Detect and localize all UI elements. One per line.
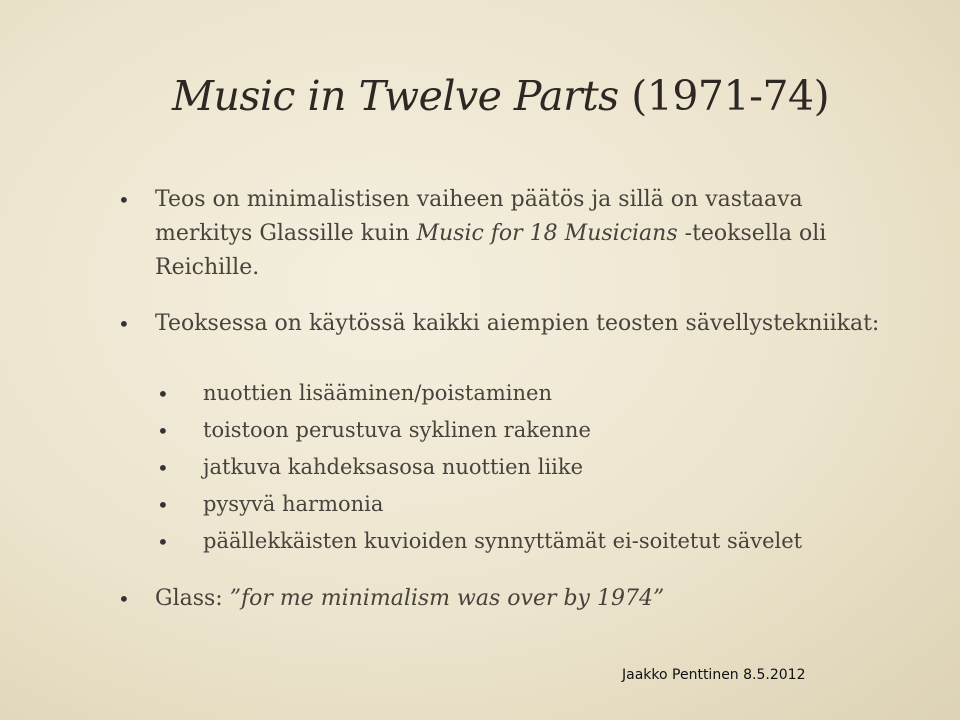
sub-bullet-dot: • — [157, 382, 169, 406]
sub-item-1: nuottien lisääminen/poistaminen — [203, 381, 552, 405]
bullet-3 — [155, 582, 885, 616]
sub-item-5: päällekkäisten kuvioiden synnyttämät ei-soitetut sävelet — [203, 529, 803, 553]
sub-bullet-dot: • — [157, 530, 169, 554]
title-years: (1971-74) — [631, 72, 830, 120]
sub-bullet-dot: • — [157, 493, 169, 517]
bullet-1-italic: Music for 18 Musicians — [416, 221, 678, 246]
bullet-1-pre: Teos on minimalistisen vaiheen päätös ja sillä on vastaava merkitys Glassille kuin — [155, 187, 803, 246]
bullet-1 — [155, 183, 885, 285]
sub-item-4: pysyvä harmonia — [203, 492, 384, 516]
sub-bullet-dot: • — [157, 456, 169, 480]
bullet-3-pre: Glass: — [155, 586, 230, 611]
bullet-1-post: -teoksella oli Reichille. — [155, 221, 827, 280]
slide-title — [172, 72, 932, 120]
title-italic: Music in Twelve Parts — [172, 72, 619, 120]
sub-item-2: toistoon perustuva syklinen rakenne — [203, 418, 591, 442]
bullet-2: Teoksessa on käytössä kaikki aiempien teosten sävellystekniikat: — [155, 311, 880, 336]
bullet-dot: • — [118, 587, 130, 611]
bullet-3-quote: ”for me minimalism was over by 1974” — [229, 586, 665, 611]
bullet-dot: • — [118, 312, 130, 336]
sub-bullet-dot: • — [157, 419, 169, 443]
bullet-dot: • — [118, 188, 130, 212]
sub-item-3: jatkuva kahdeksasosa nuottien liike — [203, 455, 584, 479]
footer-author-date: Jaakko Penttinen 8.5.2012 — [622, 667, 806, 683]
